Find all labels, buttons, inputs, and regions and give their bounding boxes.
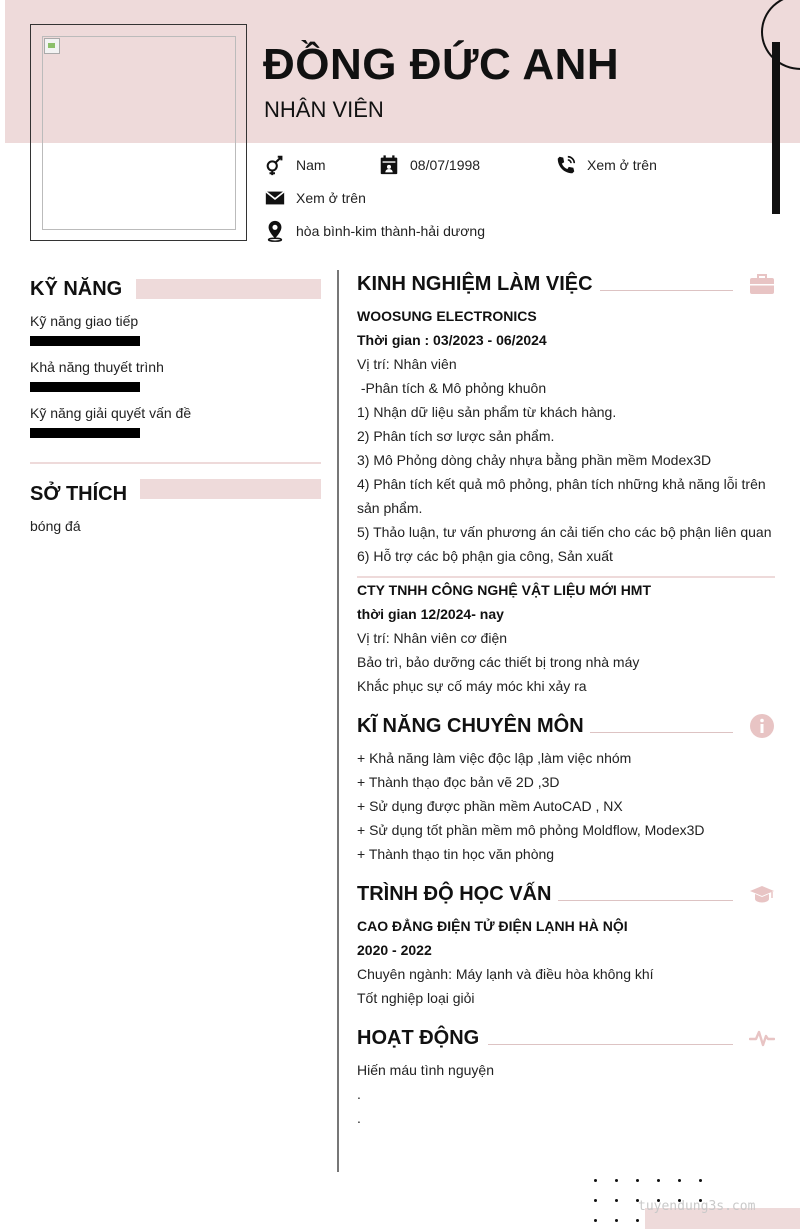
activity-line: . bbox=[357, 1086, 361, 1102]
gender-info bbox=[264, 154, 326, 176]
avatar bbox=[42, 36, 236, 230]
job-company: WOOSUNG ELECTRONICS bbox=[357, 308, 537, 324]
skill-label: Kỹ năng giải quyết vấn đề bbox=[30, 405, 192, 421]
heading-rule bbox=[488, 1044, 733, 1045]
decorative-bar bbox=[772, 42, 780, 214]
dob-text: 08/07/1998 bbox=[410, 157, 481, 173]
column-divider bbox=[337, 270, 339, 1172]
job-period: Thời gian : 03/2023 - 06/2024 bbox=[357, 332, 547, 348]
decorative-dot bbox=[699, 1179, 702, 1182]
skill-line: + Sử dụng được phần mềm AutoCAD , NX bbox=[357, 798, 623, 814]
skill-level-bar bbox=[30, 336, 140, 346]
activities-heading: HOẠT ĐỘNG bbox=[357, 1027, 480, 1049]
job-title: NHÂN VIÊN bbox=[264, 97, 384, 122]
decorative-dot bbox=[615, 1179, 618, 1182]
experience-heading: KINH NGHIỆM LÀM VIỆC bbox=[357, 273, 593, 295]
email-info bbox=[264, 187, 366, 209]
broken-image-icon bbox=[44, 38, 60, 54]
hobbies-heading-bar bbox=[140, 479, 321, 499]
graduation-cap-icon bbox=[749, 881, 775, 907]
heading-rule bbox=[590, 732, 733, 733]
watermark: tuyendung3s.com bbox=[638, 1199, 756, 1214]
education-line: Tốt nghiệp loại giỏi bbox=[357, 990, 475, 1006]
education-line: Chuyên ngành: Máy lạnh và điều hòa không khí bbox=[357, 966, 654, 982]
activity-line: Hiến máu tình nguyện bbox=[357, 1062, 494, 1078]
job-line: Khắc phục sự cố máy móc khi xảy ra bbox=[357, 678, 587, 694]
job-line: 6) Hỗ trợ các bộ phận gia công, Sản xuất bbox=[357, 548, 613, 564]
gender-icon bbox=[264, 154, 286, 176]
decorative-dot bbox=[594, 1199, 597, 1202]
phone-info bbox=[555, 154, 657, 176]
envelope-icon bbox=[264, 187, 286, 209]
heartbeat-icon bbox=[749, 1025, 775, 1051]
job-line: 4) Phân tích kết quả mô phỏng, phân tích những khả năng lỗi trên sản phẩm. bbox=[357, 476, 766, 516]
skill-level-bar bbox=[30, 382, 140, 392]
candidate-name: ĐỒNG ĐỨC ANH bbox=[263, 40, 620, 89]
decorative-dot bbox=[594, 1179, 597, 1182]
job-line: Vị trí: Nhân viên bbox=[357, 356, 457, 372]
skill-label: Kỹ năng giao tiếp bbox=[30, 313, 139, 329]
job-line: 1) Nhận dữ liệu sản phẩm từ khách hàng. bbox=[357, 404, 617, 420]
decorative-dot bbox=[678, 1179, 681, 1182]
skill-line: + Thành thạo tin học văn phòng bbox=[357, 846, 555, 862]
email-text: Xem ở trên bbox=[296, 190, 366, 206]
address-info bbox=[264, 220, 485, 242]
job-line: 2) Phân tích sơ lược sản phẩm. bbox=[357, 428, 555, 444]
gender-text: Nam bbox=[296, 157, 326, 173]
skill-line: + Thành thạo đọc bản vẽ 2D ,3D bbox=[357, 774, 560, 790]
section-divider bbox=[30, 462, 321, 464]
decorative-dot bbox=[636, 1179, 639, 1182]
skills-heading: KỸ NĂNG bbox=[30, 278, 123, 300]
education-period: 2020 - 2022 bbox=[357, 942, 432, 958]
heading-rule bbox=[558, 900, 733, 901]
activity-line: . bbox=[357, 1110, 361, 1126]
job-line: 3) Mô Phỏng dòng chảy nhựa bằng phần mềm Modex3D bbox=[357, 452, 712, 468]
phone-text: Xem ở trên bbox=[587, 157, 657, 173]
job-line: Bảo trì, bảo dưỡng các thiết bị trong nhà máy bbox=[357, 654, 640, 670]
job-company: CTY TNHH CÔNG NGHỆ VẬT LIỆU MỚI HMT bbox=[357, 582, 652, 598]
info-icon bbox=[749, 713, 775, 739]
briefcase-icon bbox=[749, 271, 775, 297]
address-text: hòa bình-kim thành-hải dương bbox=[296, 223, 485, 239]
map-pin-icon bbox=[264, 220, 286, 242]
dob-info bbox=[378, 154, 480, 176]
professional-skills-heading: KĨ NĂNG CHUYÊN MÔN bbox=[357, 715, 584, 737]
decorative-dot bbox=[657, 1179, 660, 1182]
skill-line: + Sử dụng tốt phần mềm mô phỏng Moldflow, Modex3D bbox=[357, 822, 705, 838]
job-divider bbox=[357, 576, 775, 578]
hobbies-heading: SỞ THÍCH bbox=[30, 483, 128, 505]
skill-level-bar bbox=[30, 428, 140, 438]
decorative-dot bbox=[594, 1219, 597, 1222]
skill-label: Khả năng thuyết trình bbox=[30, 359, 164, 375]
job-line: 5) Thảo luận, tư vấn phương án cải tiến cho các bộ phận liên quan bbox=[357, 524, 772, 540]
job-line: -Phân tích & Mô phỏng khuôn bbox=[357, 380, 547, 396]
job-line: Vị trí: Nhân viên cơ điện bbox=[357, 630, 508, 646]
school-name: CAO ĐẲNG ĐIỆN TỬ ĐIỆN LẠNH HÀ NỘI bbox=[357, 918, 628, 934]
education-heading: TRÌNH ĐỘ HỌC VẤN bbox=[357, 883, 552, 905]
hobby-text: bóng đá bbox=[30, 518, 81, 534]
decorative-dot bbox=[636, 1219, 639, 1222]
decorative-dot bbox=[615, 1219, 618, 1222]
heading-rule bbox=[600, 290, 733, 291]
phone-icon bbox=[555, 154, 577, 176]
decorative-dot bbox=[615, 1199, 618, 1202]
skills-heading-bar bbox=[136, 279, 321, 299]
job-period: thời gian 12/2024- nay bbox=[357, 606, 504, 622]
calendar-icon bbox=[378, 154, 400, 176]
skill-line: + Khả năng làm việc độc lập ,làm việc nhóm bbox=[357, 750, 632, 766]
